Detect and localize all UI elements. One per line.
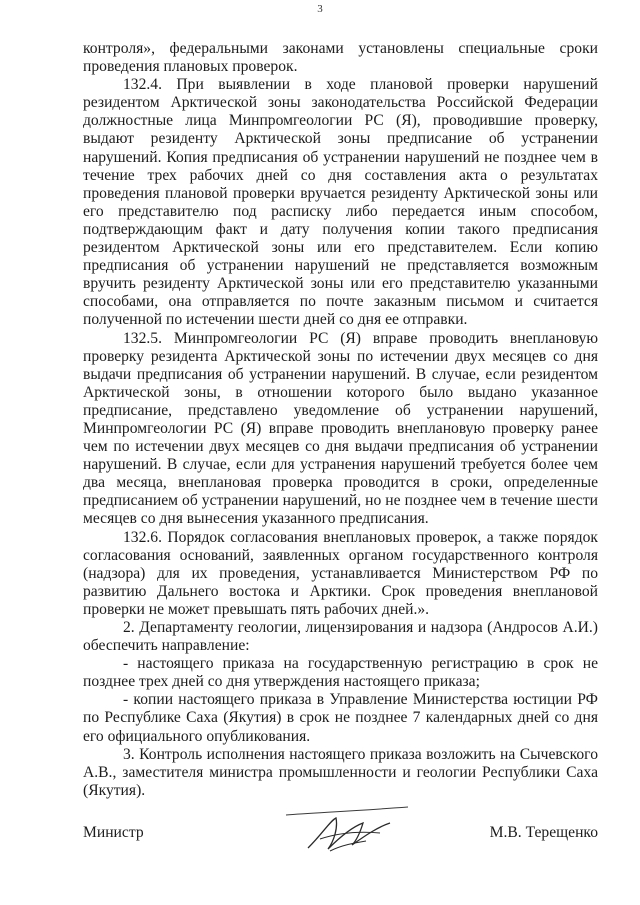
paragraph-item-2: 2. Департаменту геологии, лицензирования и надзора (Андросов А.И.) обеспечить направление:: [83, 619, 598, 655]
paragraph-item-2-bullet-2: - копии настоящего приказа в Управление Министерства юстиции РФ по Республике Саха (Якутия) в срок не позднее 7 календарных дней со дня его официального опубликования.: [83, 691, 598, 745]
paragraph-item-3: 3. Контроль исполнения настоящего приказа возложить на Сычевского А.В., заместителя министра промышленности и геологии Республики Саха (Якутия).: [83, 745, 598, 799]
signer-name: М.В. Терещенко: [489, 824, 598, 841]
paragraph-132-4: 132.4. При выявлении в ходе плановой проверки нарушений резидентом Арктической зоны законодательства Российской Федерации должностные лица Минпромгеологии РС (Я), проводившие проверку, выдают резиденту Арктической зоны предписание об устранении нарушений. Копия предписания об устранении нарушений не позднее чем в течение трех рабочих дней со дня составления акта о результатах проведения плановой проверки вручается резиденту Арктической зоны или его представителю под расписку либо передается иным способом, подтверждающим факт и дату получения копии такого предписания резидентом Арктической зоны или его представителем. Если копию предписания об устранении нарушений не представляется возможным вручить резиденту Арктической зоны или его представителю указанными способами, она отправляется по почте заказным письмом и считается полученной по истечении шести дней со дня ее отправки.: [83, 76, 598, 329]
paragraph-132-5: 132.5. Минпромгеологии РС (Я) вправе проводить внеплановую проверку резидента Арктической зоны по истечении двух месяцев со дня выдачи предписания об устранении нарушений. В случае, если резидентом Арктической зоны, в отношении которого было выдано указанное предписание, представлено уведомление об устранении нарушений, Минпромгеологии РС (Я) вправе проводить внеплановую проверку ранее чем по истечении двух месяцев со дня выдачи предписания об устранении нарушений. В случае, если для устранения нарушений требуется более чем два месяца, внеплановая проверка проводится в сроки, определенные предписанием об устранении нарушений, но не позднее чем в течение шести месяцев со дня вынесения указанного предписания.: [83, 329, 598, 528]
document-body: [83, 40, 598, 800]
paragraph-continuation: контроля», федеральными законами установлены специальные сроки проведения плановых проверок.: [83, 40, 598, 76]
signer-title: Министр: [83, 824, 144, 841]
handwritten-signature: [268, 793, 418, 863]
signature-block: [83, 818, 598, 878]
paragraph-item-2-bullet-1: - настоящего приказа на государственную регистрацию в срок не позднее трех дней со дня утверждения настоящего приказа;: [83, 655, 598, 691]
paragraph-132-6: 132.6. Порядок согласования внеплановых проверок, а также порядок согласования оснований, заявленных органом государственного контроля (надзора) для их проведения, устанавливается Министерством РФ по развитию Дальнего востока и Арктики. Срок проведения внеплановой проверки не может превышать пять рабочих дней.».: [83, 528, 598, 618]
page-number: 3: [317, 3, 323, 15]
